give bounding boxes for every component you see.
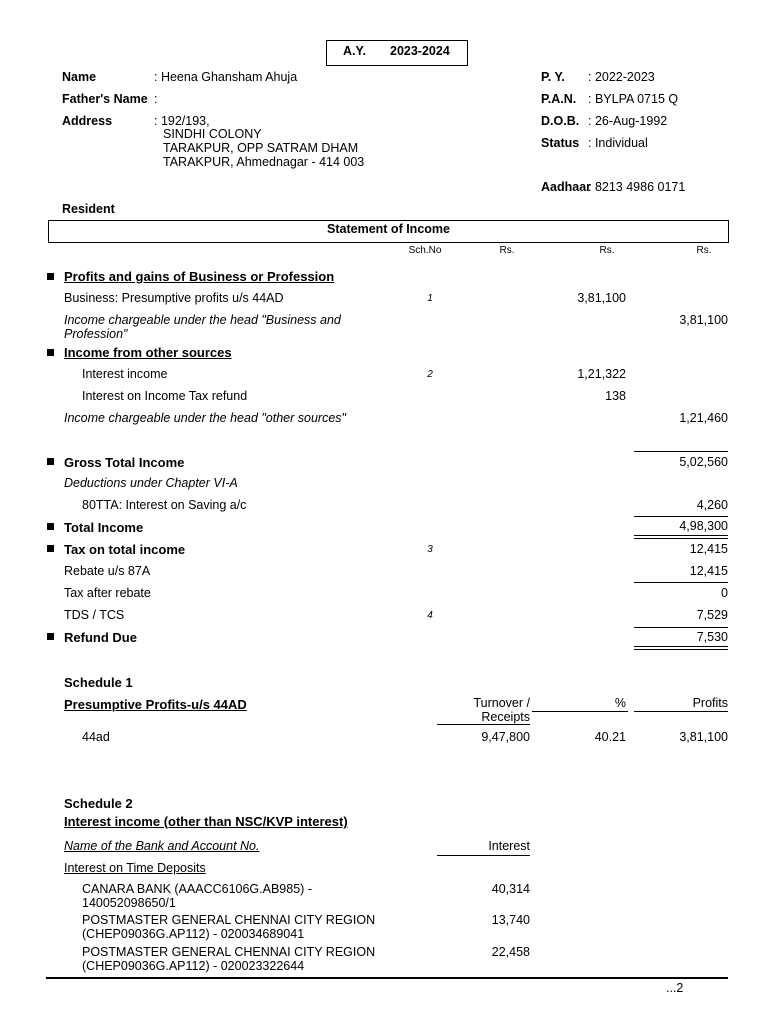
bullet-gti bbox=[47, 458, 54, 465]
refund-label: Refund Due bbox=[64, 630, 137, 645]
col-rs-2: Rs. bbox=[599, 245, 615, 256]
bullet-tax bbox=[47, 545, 54, 552]
col-rs-1: Rs. bbox=[499, 245, 515, 256]
schedule2-subtitle: Interest income (other than NSC/KVP interest) bbox=[64, 814, 348, 829]
schedule2-row-1-amount: 40,314 bbox=[491, 882, 530, 896]
tds-sch: 4 bbox=[427, 610, 433, 621]
py-label: P. Y. bbox=[541, 70, 565, 84]
tds-label: TDS / TCS bbox=[64, 608, 125, 622]
col-schno: Sch.No bbox=[408, 245, 442, 256]
tax-after-label: Tax after rebate bbox=[64, 586, 151, 600]
ti-rule bbox=[634, 516, 728, 517]
py-value: : 2022-2023 bbox=[588, 70, 655, 84]
schedule2-row-2-amount: 13,740 bbox=[491, 913, 530, 927]
it-refund-interest-label: Interest on Income Tax refund bbox=[82, 389, 248, 403]
bullet-business bbox=[47, 273, 54, 280]
rebate-rule bbox=[634, 582, 728, 583]
col-rs-3: Rs. bbox=[696, 245, 712, 256]
status-value: : Individual bbox=[588, 136, 648, 150]
address-line-3: TARAKPUR, OPP SATRAM DHAM bbox=[163, 141, 359, 155]
schedule1-row-label: 44ad bbox=[82, 730, 110, 744]
aadhaar-label: Aadhaar bbox=[541, 180, 592, 194]
schedule2-group-label: Interest on Time Deposits bbox=[64, 861, 206, 875]
schedule2-col-interest: Interest bbox=[488, 839, 530, 853]
gti-amt: 5,02,560 bbox=[679, 455, 728, 469]
name-label: Name bbox=[62, 70, 97, 84]
ti-double-rule bbox=[634, 535, 728, 539]
gti-label: Gross Total Income bbox=[64, 455, 185, 470]
schedule1-row-turnover: 9,47,800 bbox=[481, 730, 530, 744]
schedule2-row-2-line-1: POSTMASTER GENERAL CHENNAI CITY REGION bbox=[82, 913, 376, 927]
business-line: Business: Presumptive profits u/s 44AD bbox=[64, 291, 284, 305]
dob-label: D.O.B. bbox=[541, 114, 580, 128]
schedule2-row-2-line-2: (CHEP09036G.AP112) - 020034689041 bbox=[82, 927, 305, 941]
it-refund-amt: 138 bbox=[605, 389, 626, 403]
ay-label: A.Y. bbox=[343, 44, 366, 58]
schedule2-row-3-line-2: (CHEP09036G.AP112) - 020023322644 bbox=[82, 959, 305, 973]
refund-amt: 7,530 bbox=[696, 630, 728, 644]
schedule1-rule-pct bbox=[532, 711, 628, 712]
address-line-2: SINDHI COLONY bbox=[163, 127, 262, 141]
schedule2-row-1-line-1: CANARA BANK (AAACC6106G.AB985) - bbox=[82, 882, 312, 896]
father-label: Father's Name bbox=[62, 92, 148, 106]
address-line-1: : 192/193, bbox=[154, 114, 210, 128]
tax-amt: 12,415 bbox=[689, 542, 728, 556]
aadhaar-value: : 8213 4986 0171 bbox=[588, 180, 686, 194]
interest-amt: 1,21,322 bbox=[577, 367, 626, 381]
name-value: : Heena Ghansham Ahuja bbox=[154, 70, 298, 84]
schedule2-col-bank: Name of the Bank and Account No. bbox=[64, 839, 260, 853]
statement-title: Statement of Income bbox=[327, 222, 450, 236]
schedule2-row-3-amount: 22,458 bbox=[491, 945, 530, 959]
other-charge-label: Income chargeable under the head "other sources" bbox=[64, 411, 346, 425]
pan-label: P.A.N. bbox=[541, 92, 577, 106]
business-charge-line-2: Profession" bbox=[64, 327, 128, 341]
tax-label: Tax on total income bbox=[64, 542, 186, 557]
schedule1-title: Schedule 1 bbox=[64, 675, 133, 690]
refund-rule bbox=[634, 627, 728, 628]
residency-status: Resident bbox=[62, 202, 115, 216]
schedule1-col-pct: % bbox=[614, 696, 626, 710]
father-value: : bbox=[154, 92, 158, 106]
schedule2-rule-interest bbox=[437, 855, 530, 856]
status-label: Status bbox=[541, 136, 580, 150]
refund-double-rule bbox=[634, 646, 728, 650]
schedule1-col-profits: Profits bbox=[692, 696, 728, 710]
bullet-total-income bbox=[47, 523, 54, 530]
other-charge-amt: 1,21,460 bbox=[679, 411, 728, 425]
other-head: Income from other sources bbox=[64, 345, 232, 360]
business-sch: 1 bbox=[427, 293, 433, 304]
business-charge-amt: 3,81,100 bbox=[679, 313, 728, 327]
ti-amt: 4,98,300 bbox=[679, 519, 728, 533]
deductions-label: Deductions under Chapter VI-A bbox=[64, 476, 238, 490]
schedule1-rule-turnover bbox=[437, 724, 530, 725]
schedule2-row-3-line-1: POSTMASTER GENERAL CHENNAI CITY REGION bbox=[82, 945, 376, 959]
rebate-amt: 12,415 bbox=[689, 564, 728, 578]
address-line-4: TARAKPUR, Ahmednagar - 414 003 bbox=[163, 155, 365, 169]
ded-80tta-label: 80TTA: Interest on Saving a/c bbox=[82, 498, 247, 512]
schedule1-col-turnover-1: Turnover / bbox=[473, 696, 530, 710]
tds-amt: 7,529 bbox=[696, 608, 728, 622]
rebate-label: Rebate u/s 87A bbox=[64, 564, 151, 578]
schedule1-subtitle: Presumptive Profits-u/s 44AD bbox=[64, 697, 247, 712]
schedule1-row-pct: 40.21 bbox=[594, 730, 626, 744]
bullet-refund bbox=[47, 633, 54, 640]
schedule2-row-1-line-2: 140052098650/1 bbox=[82, 896, 176, 910]
schedule2-title: Schedule 2 bbox=[64, 796, 133, 811]
schedule1-rule-profits bbox=[634, 711, 728, 712]
address-label: Address bbox=[62, 114, 113, 128]
interest-income-label: Interest income bbox=[82, 367, 168, 381]
page-marker: ...2 bbox=[666, 981, 684, 995]
footer-rule bbox=[46, 977, 728, 979]
ded-80tta-amt: 4,260 bbox=[696, 498, 728, 512]
ay-value: 2023-2024 bbox=[390, 44, 450, 58]
dob-value: : 26-Aug-1992 bbox=[588, 114, 668, 128]
schedule1-col-turnover-2: Receipts bbox=[481, 710, 530, 724]
interest-sch: 2 bbox=[427, 369, 433, 380]
tax-after-amt: 0 bbox=[721, 586, 728, 600]
business-head: Profits and gains of Business or Profession bbox=[64, 269, 335, 284]
bullet-other-sources bbox=[47, 349, 54, 356]
schedule1-row-profits: 3,81,100 bbox=[679, 730, 728, 744]
business-charge-line-1: Income chargeable under the head "Business and bbox=[64, 313, 341, 327]
pan-value: : BYLPA 0715 Q bbox=[588, 92, 679, 106]
gti-rule bbox=[634, 451, 728, 452]
business-amt: 3,81,100 bbox=[577, 291, 626, 305]
tax-sch: 3 bbox=[427, 544, 433, 555]
ti-label: Total Income bbox=[64, 520, 144, 535]
